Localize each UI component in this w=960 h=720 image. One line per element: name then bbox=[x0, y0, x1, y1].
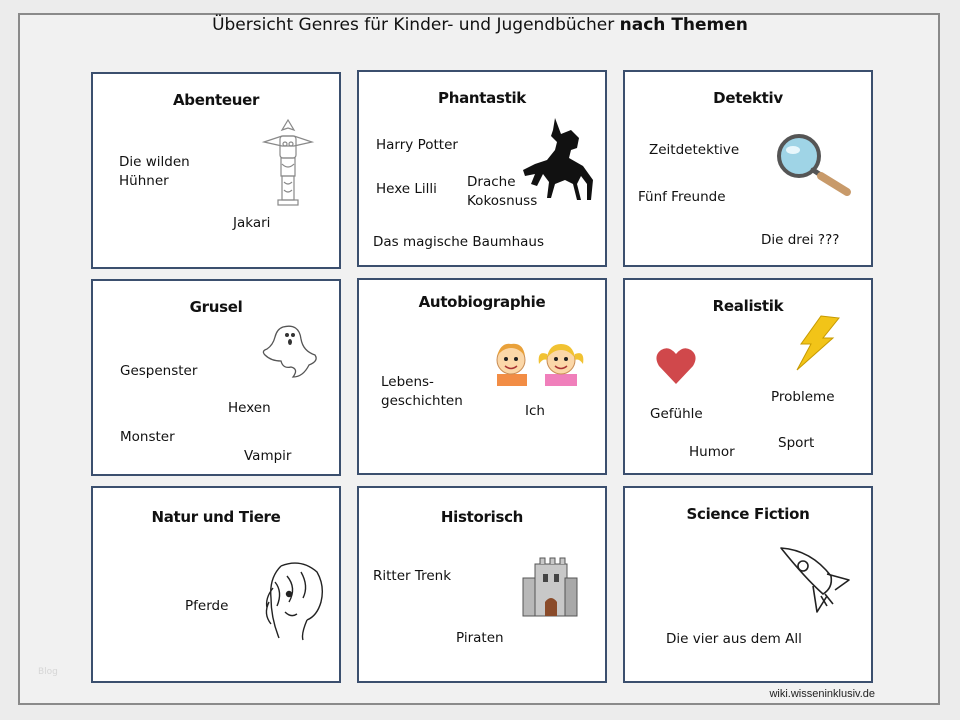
horse-head-icon bbox=[261, 558, 327, 642]
genre-title: Autobiographie bbox=[418, 293, 546, 311]
title-prefix: Übersicht Genres für Kinder- und Jugendbücher bbox=[212, 15, 615, 35]
genre-box-abenteuer bbox=[91, 72, 341, 269]
castle-icon bbox=[521, 556, 579, 618]
genre-title: Natur und Tiere bbox=[151, 508, 281, 526]
book-item: Zeitdetektive bbox=[649, 142, 740, 158]
book-item: Drache Kokosnuss bbox=[467, 174, 538, 209]
lightning-icon bbox=[791, 314, 841, 372]
genre-title: Grusel bbox=[189, 298, 243, 316]
unicorn-icon bbox=[521, 114, 597, 204]
genre-title: Realistik bbox=[712, 297, 784, 315]
book-item: Hexe Lilli bbox=[376, 181, 437, 197]
book-item: Sport bbox=[778, 435, 815, 451]
genre-box-autobiographie bbox=[357, 278, 607, 475]
source-footer: wiki.wisseninklusiv.de bbox=[769, 688, 875, 700]
genre-box-grusel bbox=[91, 279, 341, 476]
book-item: Harry Potter bbox=[376, 137, 458, 153]
book-item: Jakari bbox=[233, 215, 271, 231]
book-item: Ich bbox=[525, 403, 545, 419]
book-item: Fünf Freunde bbox=[638, 189, 726, 205]
genre-title: Historisch bbox=[440, 508, 524, 526]
rocket-icon bbox=[777, 546, 853, 618]
genre-title: Detektiv bbox=[713, 89, 783, 107]
genre-box-historisch bbox=[357, 486, 607, 683]
book-item: Probleme bbox=[771, 389, 835, 405]
page-title bbox=[0, 15, 960, 35]
children-faces-icon bbox=[491, 340, 593, 386]
heart-icon bbox=[655, 346, 697, 386]
genre-box-detektiv bbox=[623, 70, 873, 267]
book-item: Vampir bbox=[244, 448, 292, 464]
book-item: Die vier aus dem All bbox=[666, 631, 802, 647]
magnifying-glass-icon bbox=[773, 132, 855, 198]
title-emphasis: nach Themen bbox=[619, 15, 748, 35]
ghost-icon bbox=[259, 321, 321, 381]
book-item: Piraten bbox=[456, 630, 504, 646]
book-item: Gefühle bbox=[650, 406, 703, 422]
totem-pole-icon bbox=[258, 116, 318, 208]
book-item: Ritter Trenk bbox=[373, 568, 452, 584]
book-item: Die wilden Hühner bbox=[119, 154, 190, 189]
book-item: Humor bbox=[689, 444, 735, 460]
genre-title: Phantastik bbox=[438, 89, 526, 107]
genre-title: Abenteuer bbox=[172, 91, 260, 109]
blog-watermark: Blog bbox=[38, 667, 58, 677]
genre-box-phantastik bbox=[357, 70, 607, 267]
book-item: Monster bbox=[120, 429, 175, 445]
book-item: Das magische Baumhaus bbox=[373, 234, 545, 250]
genre-box-science-fiction bbox=[623, 486, 873, 683]
genre-box-natur-und-tiere bbox=[91, 486, 341, 683]
book-item: Pferde bbox=[185, 598, 229, 614]
book-item: Gespenster bbox=[120, 363, 198, 379]
book-item: Lebens-geschichten bbox=[381, 374, 463, 409]
genre-box-realistik bbox=[623, 278, 873, 475]
book-item: Hexen bbox=[228, 400, 271, 416]
book-item: Die drei ??? bbox=[761, 232, 840, 248]
genre-title: Science Fiction bbox=[686, 505, 810, 523]
